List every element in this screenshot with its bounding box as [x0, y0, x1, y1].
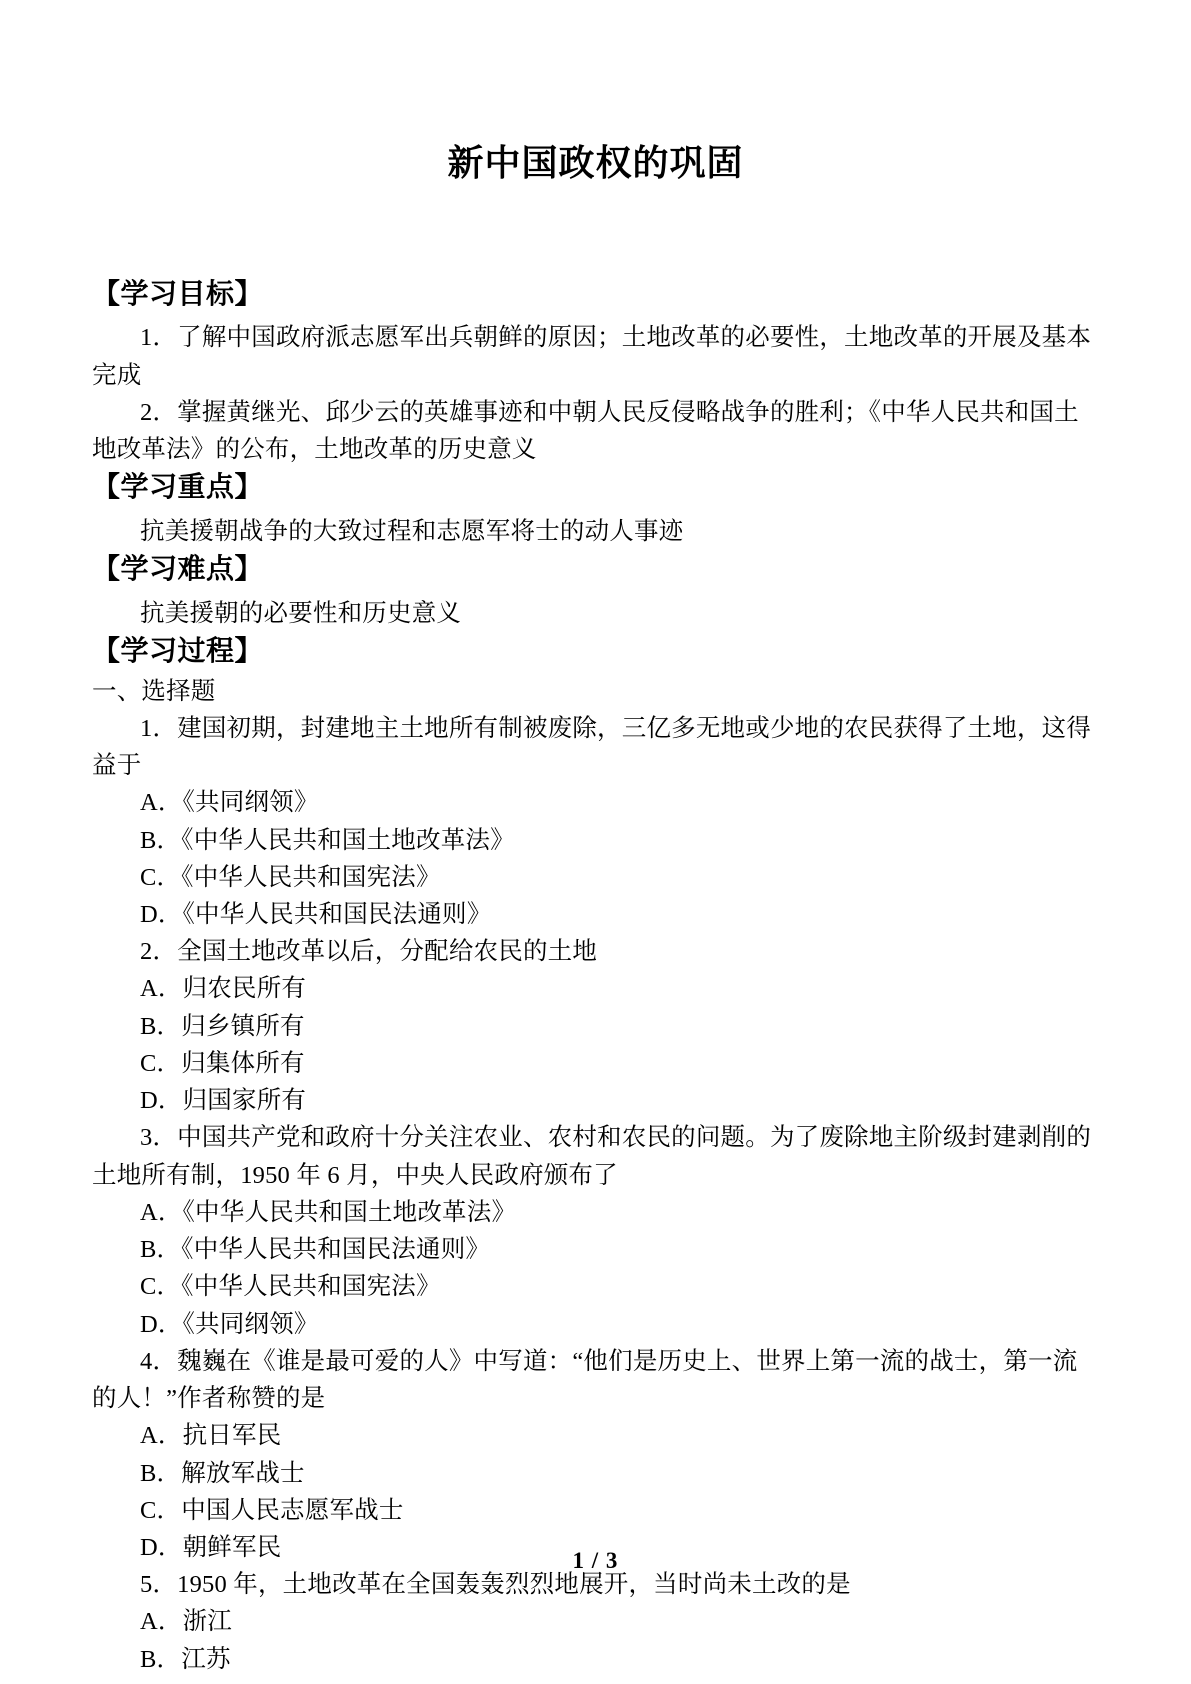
question-option[interactable]: B．解放军战士 — [140, 1459, 305, 1487]
section-heading-difficult-points: 【学习难点】 — [92, 554, 264, 586]
key-points-text: 抗美援朝战争的大致过程和志愿军将士的动人事迹 — [140, 517, 684, 545]
question-option[interactable]: C．中国人民志愿军战士 — [140, 1496, 404, 1524]
section-learning-process — [92, 632, 1099, 1678]
question-item — [92, 710, 1099, 933]
objective-item-2: 2．掌握黄继光、邱少云的英雄事迹和中朝人民反侵略战争的胜利；《中华人民共和国土地改革法》的公布，土地改革的历史意义 — [92, 398, 1079, 464]
question-option[interactable]: A．抗日军民 — [140, 1422, 282, 1450]
question-option[interactable]: A．浙江 — [140, 1608, 232, 1636]
question-option[interactable]: C．《中华人民共和国宪法》 — [140, 863, 441, 891]
difficult-points-text: 抗美援朝的必要性和历史意义 — [140, 599, 462, 627]
part-one-label: 一、选择题 — [92, 677, 216, 705]
question-option[interactable]: C．《中华人民共和国宪法》 — [140, 1273, 441, 1301]
question-stem: 2．全国土地改革以后，分配给农民的土地 — [140, 938, 598, 966]
question-item — [92, 1119, 1099, 1342]
question-item — [92, 933, 1099, 1119]
section-learning-objectives — [92, 275, 1099, 469]
question-option[interactable]: B．《中华人民共和国民法通则》 — [140, 1236, 491, 1264]
objective-item-1: 1．了解中国政府派志愿军出兵朝鲜的原因；土地改革的必要性，土地改革的开展及基本完成 — [92, 324, 1092, 389]
question-option[interactable]: C．归集体所有 — [140, 1049, 305, 1077]
question-option[interactable]: D．《中华人民共和国民法通则》 — [140, 900, 492, 928]
section-heading-key-points: 【学习重点】 — [92, 472, 264, 504]
question-option[interactable]: A．归农民所有 — [140, 975, 307, 1003]
question-stem: 3．中国共产党和政府十分关注农业、农村和农民的问题。为了废除地主阶级封建剥削的土地所有制，1950 年 6 月，中央人民政府颁布了 — [92, 1124, 1092, 1189]
question-option[interactable]: A．《中华人民共和国土地改革法》 — [140, 1198, 517, 1226]
title-spacer — [92, 187, 1099, 275]
page-title: 新中国政权的巩固 — [447, 143, 744, 183]
question-stem: 4．魏巍在《谁是最可爱的人》中写道：“他们是历史上、世界上第一流的战士，第一流的人！”作者称赞的是 — [92, 1347, 1078, 1413]
section-heading-learning-process: 【学习过程】 — [92, 635, 264, 667]
question-item — [92, 1566, 1099, 1678]
question-option[interactable]: B．《中华人民共和国土地改革法》 — [140, 826, 515, 854]
section-difficult-points — [92, 550, 1099, 632]
question-stem: 1．建国初期，封建地主土地所有制被废除，三亿多无地或少地的农民获得了土地，这得益于 — [92, 714, 1092, 780]
question-option[interactable]: D．朝鲜军民 — [140, 1533, 282, 1561]
question-item — [92, 1343, 1099, 1566]
question-option[interactable]: D．归国家所有 — [140, 1087, 307, 1115]
section-heading-objectives: 【学习目标】 — [92, 278, 264, 310]
question-option[interactable]: A．《共同纲领》 — [140, 789, 319, 817]
page-footer: 1 / 3 — [572, 1548, 619, 1573]
question-option[interactable]: D．《共同纲领》 — [140, 1310, 319, 1338]
section-key-points — [92, 468, 1099, 550]
question-stem: 5．1950 年，土地改革在全国轰轰烈烈地展开，当时尚未土改的是 — [140, 1571, 851, 1599]
question-option[interactable]: B．归乡镇所有 — [140, 1012, 305, 1040]
question-option[interactable]: B．江苏 — [140, 1645, 231, 1673]
